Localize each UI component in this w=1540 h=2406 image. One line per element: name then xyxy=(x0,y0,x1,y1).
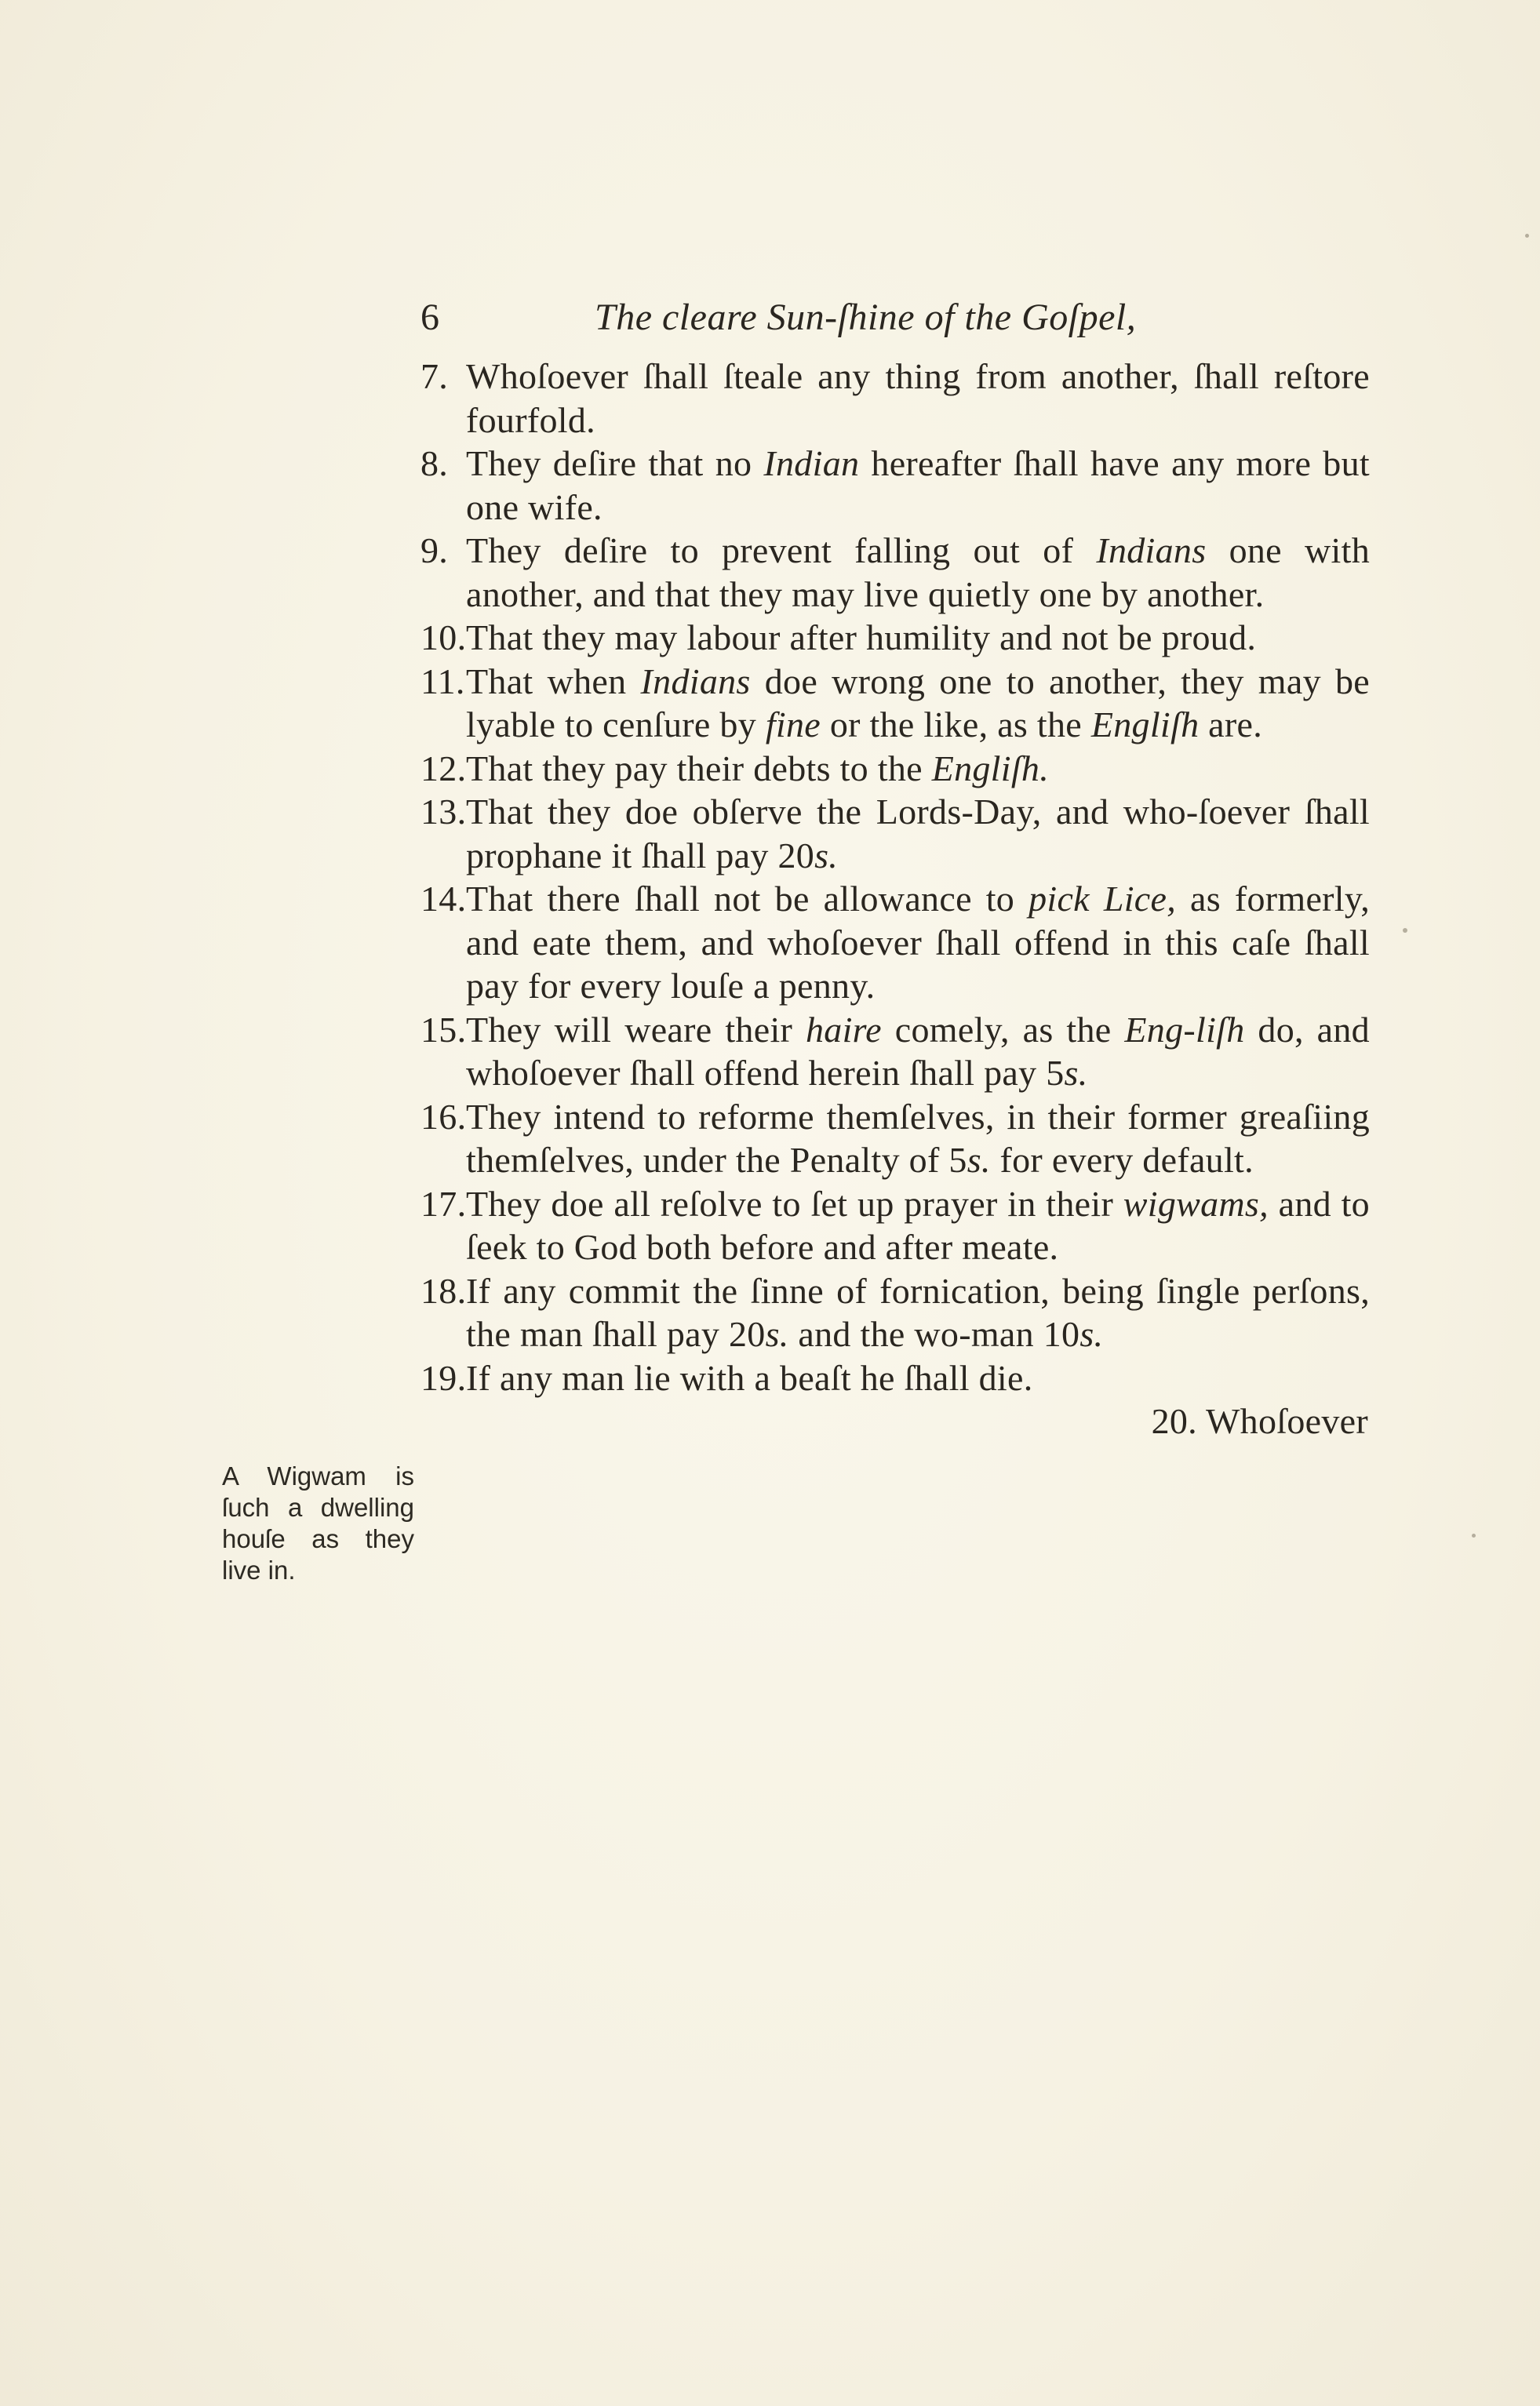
item-number: 17. xyxy=(420,1183,467,1224)
list-item: 18. If any commit the ſinne of fornication, being ſingle perſons, the man ſhall pay 20s. and the wo-man 10s. xyxy=(420,1270,1370,1354)
item-number: 7. xyxy=(420,356,449,396)
item-number: 11. xyxy=(420,661,465,701)
list-item: 11. That when Indians doe wrong one to another, they may be lyable to cenſure by fine or the like, as the Engliſh are. xyxy=(420,661,1370,744)
list-item: 16. They intend to reforme themſelves, in their former greaſiing themſelves, under the Penalty of 5s. for every default. xyxy=(420,1096,1370,1180)
paper-speck xyxy=(1525,234,1529,238)
item-number: 16. xyxy=(420,1096,467,1137)
paper-speck xyxy=(1472,1534,1476,1538)
item-number: 19. xyxy=(420,1357,467,1398)
item-number: 15. xyxy=(420,1009,467,1050)
item-number: 14. xyxy=(420,879,467,919)
item-number: 13. xyxy=(420,792,467,832)
list-item: 7. Whoſoever ſhall ſteale any thing from another, ſhall reſtore fourfold. xyxy=(420,356,1370,440)
list-item: 13. That they doe obſerve the Lords-Day, and who-ſoever ſhall prophane it ſhall pay 20s. xyxy=(420,792,1370,875)
list-item: 12. That they pay their debts to the Engliſh. xyxy=(420,747,1370,791)
item-number: 9. xyxy=(420,530,449,570)
list-item: 9. They deſire to prevent falling out of Indians one with another, and that they may live quietly one by another. xyxy=(420,530,1370,614)
catchword: 20. Whoſoever xyxy=(1151,1401,1368,1441)
item-number: 18. xyxy=(420,1270,467,1311)
list-item: 8. They deſire that no Indian hereafter ſhall have any more but one wife. xyxy=(420,443,1370,527)
running-header xyxy=(420,290,1370,345)
list-item: 10. That they may labour after humility and not be proud. xyxy=(420,616,1370,660)
item-number: 12. xyxy=(420,748,467,788)
list-item: 19. If any man lie with a beaſt he ſhall die. xyxy=(420,1356,1370,1400)
marginal-note: A Wigwam is ſuch a dwelling houſe as they live in. xyxy=(222,1461,414,1585)
body-text xyxy=(420,355,1370,1443)
paper-speck xyxy=(1403,928,1407,933)
page-number: 6 xyxy=(420,297,439,338)
item-number: 10. xyxy=(420,617,467,657)
item-number: 8. xyxy=(420,443,449,483)
list-item: 15. They will weare their haire comely, as the Eng-liſh do, and whoſoever ſhall offend herein ſhall pay 5s. xyxy=(420,1009,1370,1093)
list-item: 17. They doe all reſolve to ſet up prayer in their wigwams, and to ſeek to God both before and after meate. xyxy=(420,1183,1370,1267)
list-item: 14. That there ſhall not be allowance to pick Lice, as formerly, and eate them, and whoſoever ſhall offend in this caſe ſhall pay for every louſe a penny. xyxy=(420,879,1370,1006)
running-title: The cleare Sun-ſhine of the Goſpel, xyxy=(595,297,1137,338)
